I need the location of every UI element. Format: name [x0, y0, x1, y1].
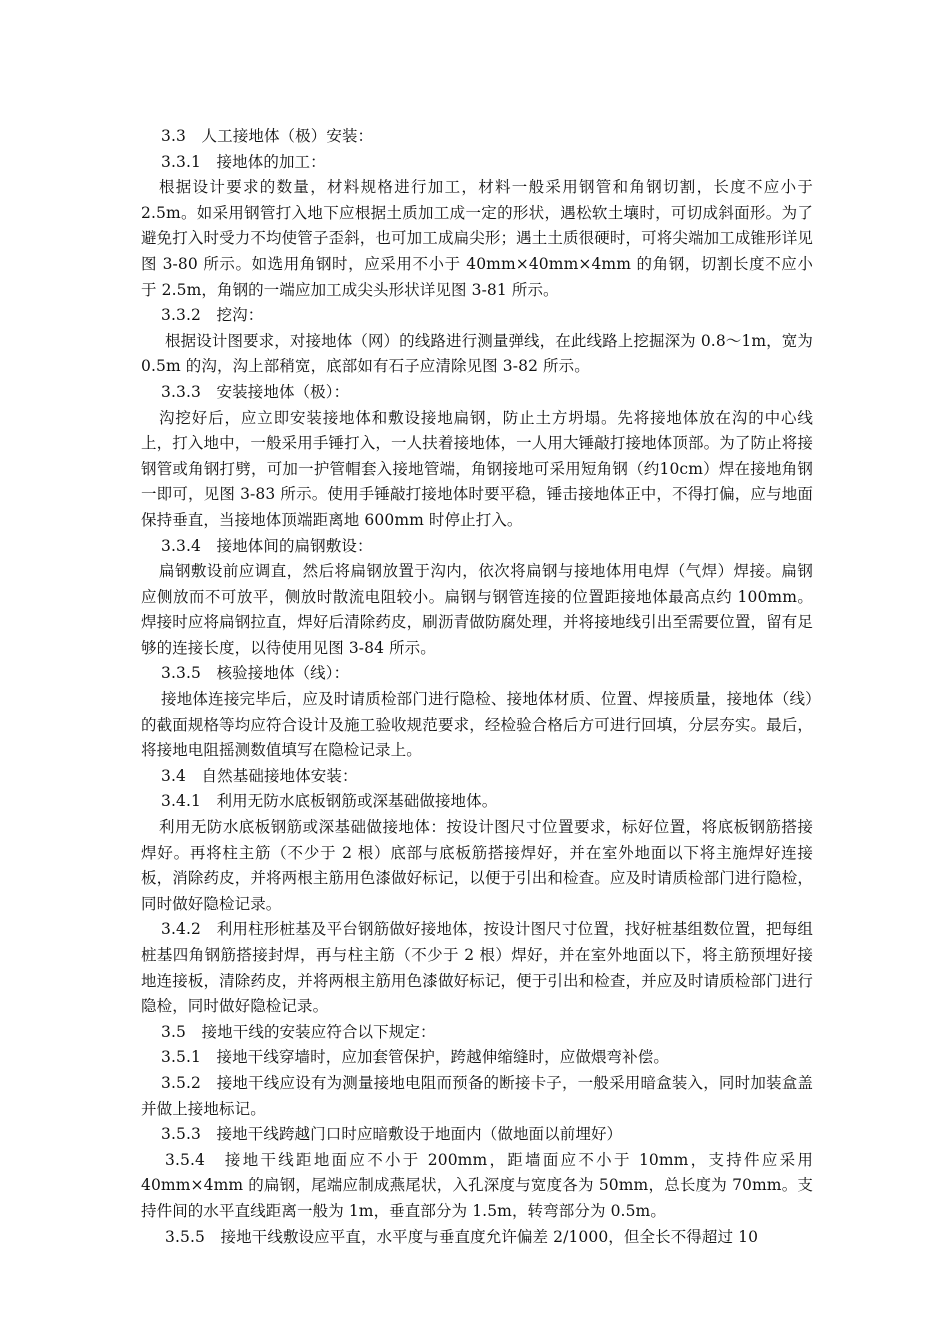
subsection-heading-3-3-5: 3.3.5 核验接地体（线）：: [161, 664, 350, 683]
paragraph-3-3-3-body: 沟挖好后，应立即安装接地体和敷设接地扁钢，防止土方坍塌。先将接地体放在沟的中心线上，打入地中，一般采用手锤打入，一人扶着接地体，一人用大锤敲打接地体顶部。为了防止将接钢管或角钢打劈，可加一护管帽套入接地管端，角钢接地可采用短角钢（约10cm）焊在接地角钢一即可，见图 3-83 所示。使用手锤敲打接地体时要平稳，锤击接地体正中，不得打偏，应与地面保持垂直，当接地体顶端距离地 600mm 时停止打入。: [141, 408, 813, 529]
paragraph-3-3-5-body: 接地体连接完毕后，应及时请质检部门进行隐检、接地体材质、位置、焊接质量，接地体（线）的截面规格等均应符合设计及施工验收规范要求，经检验合格后方可进行回填，分层夯实。最后，将接地电阻摇测数值填写在隐检记录上。: [141, 690, 813, 760]
subsection-heading-3-3-2: 3.3.2 挖沟：: [161, 306, 264, 325]
paragraph-3-4-1-body: 利用无防水底板钢筋或深基础做接地体：按设计图尺寸位置要求，标好位置，将底板钢筋搭接焊好。再将柱主筋（不少于 2 根）底部与底板筋搭接焊好，并在室外地面以下将主施焊好连接板，消除药皮，并将两根主筋用色漆做好标记，以便于引出和检查。应及时请质检部门进行隐检，同时做好隐检记录。: [141, 818, 813, 913]
paragraph-3-5-3: 3.5.3 接地干线跨越门口时应暗敷设于地面内（做地面以前埋好）: [161, 1125, 623, 1144]
paragraph-3-5-4: 3.5.4 接地干线距地面应不小于 200mm，距墙面应不小于 10mm，支持件应采用 40mm×4mm 的扁钢，尾端应制成燕尾状，入孔深度与宽度各为 50mm，总长度为 70mm。支持件间的水平直线距离一般为 1m，垂直部分为 1.5m，转弯部分为 0.5m。: [141, 1150, 813, 1220]
paragraph-3-5-5: 3.5.5 接地干线敷设应平直，水平度与垂直度允许偏差 2/1000，但全长不得超过 10: [165, 1227, 759, 1246]
section-heading-3-4: 3.4 自然基础接地体安装：: [161, 766, 358, 785]
paragraph-3-5-1: 3.5.1 接地干线穿墙时，应加套管保护，跨越伸缩缝时，应做煨弯补偿。: [161, 1048, 669, 1067]
subsection-heading-3-3-3: 3.3.3 安装接地体（极）：: [161, 382, 350, 401]
paragraph-3-5-2: 3.5.2 接地干线应设有为测量接地电阻而预备的断接卡子，一般采用暗盒装入，同时加装盒盖并做上接地标记。: [141, 1073, 813, 1118]
subsection-heading-3-3-4: 3.3.4 接地体间的扁钢敷设：: [161, 536, 373, 555]
paragraph-3-3-2-body: 根据设计图要求，对接地体（网）的线路进行测量弹线，在此线路上挖掘深为 0.8～1m，宽为 0.5m 的沟，沟上部稍宽，底部如有石子应清除见图 3-82 所示。: [141, 331, 813, 376]
section-heading-3-3: 3.3 人工接地体（极）安装：: [161, 127, 374, 145]
document-body: [141, 124, 813, 1250]
paragraph-3-4-2: 3.4.2 利用柱形桩基及平台钢筋做好接地体，按设计图尺寸位置，找好桩基组数位置，把每组桩基四角钢筋搭接封焊，再与柱主筋（不少于 2 根）焊好，并在室外地面以下，将主筋预埋好接地连接板，清除药皮，并将两根主筋用色漆做好标记，便于引出和检查，并应及时请质检部门进行隐检，同时做好隐检记录。: [141, 920, 813, 1016]
section-heading-3-5: 3.5 接地干线的安装应符合以下规定：: [161, 1022, 436, 1041]
paragraph-3-3-1-body: 根据设计要求的数量，材料规格进行加工，材料一般采用钢管和角钢切割，长度不应小于 2.5m。如采用钢管打入地下应根据土质加工成一定的形状，遇松软土壤时，可切成斜面形。为了避免打入时受力不均使管子歪斜，也可加工成扁尖形；遇土土质很硬时，可将尖端加工成锥形详见图 3-80 所示。如选用角钢时，应采用不小于 40mm×40mm×4mm 的角钢，切割长度不应小于 2.5m，角钢的一端应加工成尖头形状详见图 3-81 所示。: [141, 178, 813, 299]
subsection-heading-3-4-1: 3.4.1 利用无防水底板钢筋或深基础做接地体。: [161, 792, 498, 811]
paragraph-3-3-4-body: 扁钢敷设前应调直，然后将扁钢放置于沟内，依次将扁钢与接地体用电焊（气焊）焊接。扁钢应侧放而不可放平，侧放时散流电阻较小。扁钢与钢管连接的位置距接地体最高点约 100mm。焊接时应将扁钢拉直，焊好后清除药皮，刷沥青做防腐处理，并将接地线引出至需要位置，留有足够的连接长度，以待使用见图 3-84 所示。: [141, 562, 813, 657]
subsection-heading-3-3-1: 3.3.1 接地体的加工：: [161, 152, 326, 171]
